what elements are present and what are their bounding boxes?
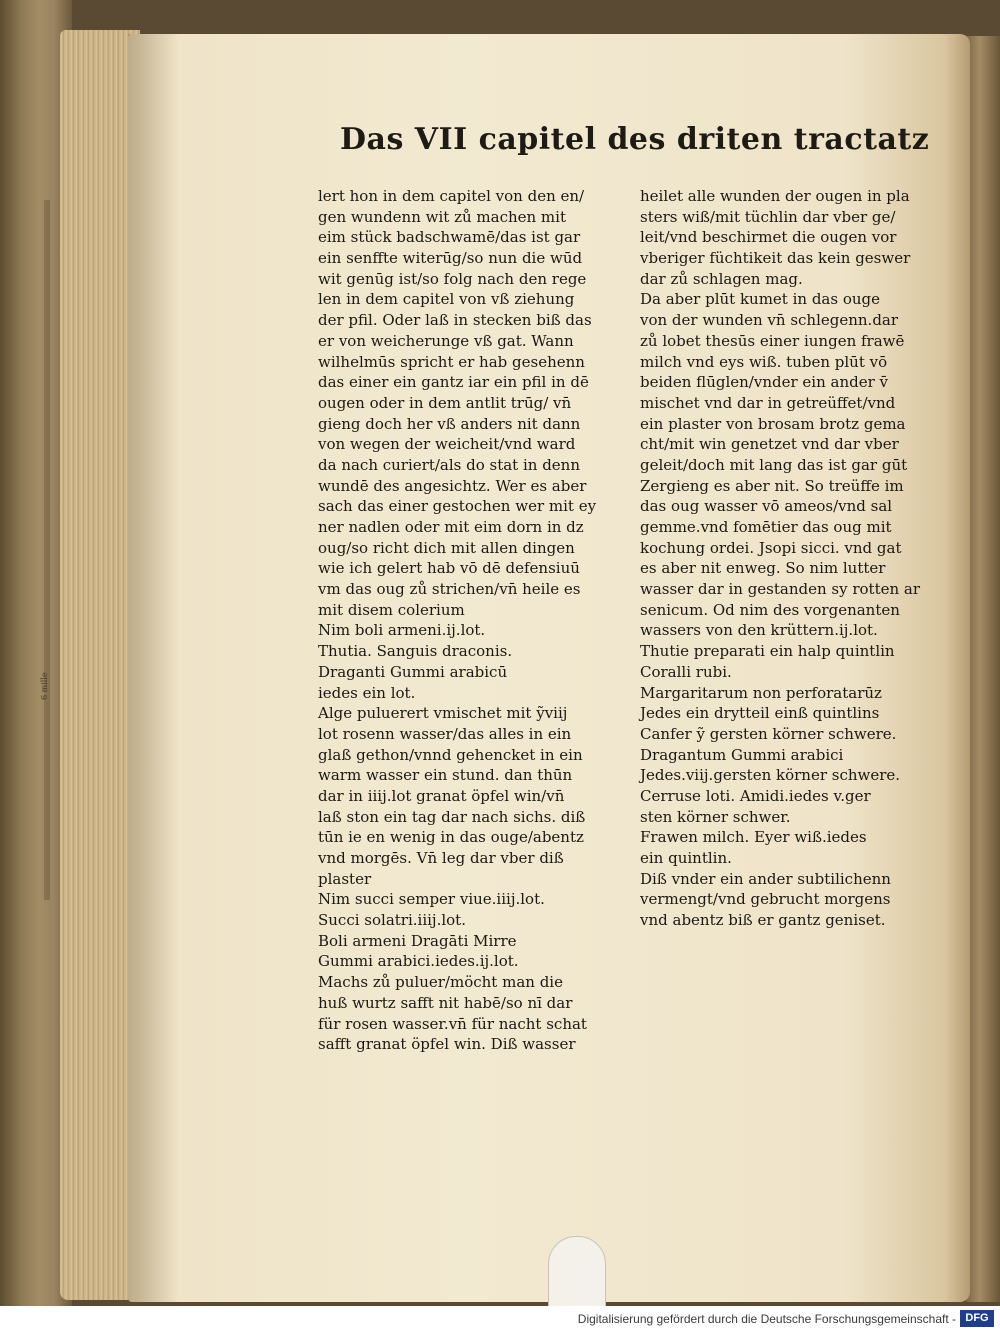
- text-line: Thutia. Sanguis draconis.: [318, 642, 513, 661]
- text-line: Machs zů puluer/möcht man die: [318, 973, 563, 992]
- margin-note: 6 mille: [40, 672, 49, 700]
- text-line: gen wundenn wit zů machen mit: [318, 207, 566, 226]
- dfg-logo: DFG: [960, 1310, 994, 1327]
- text-line: von wegen der weicheit/vnd ward: [318, 435, 576, 454]
- text-line: iedes ein lot.: [318, 683, 416, 702]
- text-line: warm wasser ein stund. dan thūn: [318, 766, 573, 785]
- text-line: vm das oug zů strichen/vn̄ heile es: [318, 580, 581, 599]
- text-column-right: [640, 186, 930, 931]
- text-line: der pfil. Oder laß in stecken biß das: [318, 311, 592, 330]
- text-line: vermengt/vnd gebrucht morgens: [640, 890, 891, 909]
- text-line: kochung ordei. Jsopi sicci. vnd gat: [640, 538, 902, 557]
- text-line: lot rosenn wasser/das alles in ein: [318, 724, 572, 743]
- text-line: tūn ie en wenig in das ouge/abentz: [318, 828, 584, 847]
- text-line: eim stück badschwamē/das ist gar: [318, 228, 581, 247]
- text-line: Diß vnder ein ander subtilichenn: [640, 869, 891, 888]
- text-line: Gummi arabici.iedes.ij.lot.: [318, 952, 519, 971]
- text-line: ner nadlen oder mit eim dorn in dz: [318, 518, 584, 536]
- text-line: laß ston ein tag dar nach sichs. diß: [318, 807, 586, 826]
- text-line: huß wurtz safft nit habē/so nī dar: [318, 993, 573, 1012]
- text-line: wasser dar in gestanden sy rotten ar: [640, 580, 921, 599]
- text-line: Nim succi semper viue.iiij.lot.: [318, 890, 545, 909]
- text-line: senicum. Od nim des vorgenanten: [640, 600, 900, 619]
- text-line: Boli armeni Dragāti Mirre: [318, 931, 517, 950]
- text-line: Alge puluerert vmischet mit ỹviij: [318, 704, 568, 723]
- text-line: vberiger füchtikeit das kein geswer: [640, 249, 911, 268]
- text-line: Cerruse loti. Amidi.iedes v.ger: [640, 786, 871, 805]
- text-line: Zergieng es aber nit. So treüffe im: [640, 476, 904, 495]
- gutter-shadow: [128, 34, 178, 1302]
- text-line: wit genūg ist/so folg nach den rege: [318, 269, 587, 288]
- text-line: gieng doch her vß anders nit dann: [318, 414, 581, 433]
- text-line: heilet alle wunden der ougen in pla: [640, 187, 910, 205]
- text-line: Succi solatri.iiij.lot.: [318, 911, 466, 930]
- text-line: beiden flūglen/vnder ein ander v̄: [640, 373, 888, 392]
- text-line: da nach curiert/als do stat in denn: [318, 455, 581, 474]
- text-line: milch vnd eys wiß. tuben plūt vō: [640, 352, 888, 371]
- text-line: ein quintlin.: [640, 849, 732, 867]
- text-line: len in dem capitel von vß ziehung: [318, 290, 575, 309]
- text-line: es aber nit enweg. So nim lutter: [640, 559, 886, 578]
- text-line: sten körner schwer.: [640, 807, 791, 826]
- text-line: das oug wasser vō ameos/vnd sal: [640, 497, 893, 516]
- text-line: wundē des angesichtz. Wer es aber: [318, 476, 587, 495]
- text-line: dar zů schlagen mag.: [640, 269, 803, 288]
- text-line: Draganti Gummi arabicū: [318, 662, 508, 681]
- text-line: wilhelmūs spricht er hab gesehenn: [318, 352, 585, 371]
- text-line: Canfer ỹ gersten körner schwere.: [640, 724, 897, 743]
- text-line: mit disem colerium: [318, 600, 465, 619]
- text-line: wassers von den krüttern.ij.lot.: [640, 621, 878, 640]
- funding-credit: Digitalisierung gefördert durch die Deutsche Forschungsgemeinschaft -: [577, 1312, 956, 1326]
- text-line: safft granat öpfel win. Diß wasser: [318, 1035, 576, 1054]
- text-line: Coralli rubi.: [640, 662, 732, 681]
- text-line: von der wunden vn̄ schlegenn.dar: [640, 311, 899, 330]
- text-line: sters wiß/mit tüchlin dar vber ge/: [640, 207, 896, 226]
- text-line: vnd abentz biß er gantz geniset.: [640, 911, 886, 930]
- text-line: Jedes ein drytteil einß quintlins: [640, 704, 880, 723]
- text-line: Frawen milch. Eyer wiß.iedes: [640, 828, 867, 847]
- scanner-thumb-guard: [548, 1236, 606, 1306]
- text-line: Thutie preparati ein halp quintlin: [640, 642, 895, 661]
- text-line: mischet vnd dar in getreüffet/vnd: [640, 393, 896, 412]
- text-line: dar in iiij.lot granat öpfel win/vn̄: [318, 786, 565, 805]
- text-line: er von weicherunge vß gat. Wann: [318, 331, 574, 350]
- text-line: Dragantum Gummi arabici: [640, 745, 844, 764]
- text-line: zů lobet thesūs einer iungen frawē: [640, 331, 905, 350]
- text-line: ougen oder in dem antlit trūg/ vn̄: [318, 393, 572, 412]
- text-line: gemme.vnd fomētier das oug mit: [640, 518, 892, 536]
- text-line: das einer ein gantz iar ein pfil in dē: [318, 373, 589, 392]
- text-line: oug/so richt dich mit allen dingen: [318, 538, 575, 557]
- footer-bar: [0, 1306, 1000, 1332]
- text-line: Margaritarum non perforatarūz: [640, 683, 882, 702]
- text-line: leit/vnd beschirmet die ougen vor: [640, 228, 897, 247]
- text-line: Nim boli armeni.ij.lot.: [318, 621, 486, 640]
- running-head: Das VII capitel des driten tractatz: [340, 122, 930, 157]
- text-line: cht/mit win genetzet vnd dar vber: [640, 435, 899, 454]
- text-line: ein plaster von brosam brotz gema: [640, 414, 906, 433]
- text-line: Jedes.viij.gersten körner schwere.: [640, 766, 901, 785]
- text-column-left: [318, 186, 618, 1055]
- text-line: für rosen wasser.vn̄ für nacht schat: [318, 1014, 587, 1033]
- text-line: ein senffte witerūg/so nun die wūd: [318, 249, 583, 268]
- text-line: glaß gethon/vnnd gehencket in ein: [318, 745, 583, 764]
- text-line: plaster: [318, 869, 372, 888]
- text-line: lert hon in dem capitel von den en/: [318, 187, 585, 205]
- text-line: Da aber plūt kumet in das ouge: [640, 290, 881, 309]
- text-line: sach das einer gestochen wer mit ey: [318, 497, 597, 516]
- text-line: wie ich gelert hab vō dē defensiuū: [318, 559, 580, 578]
- book-cover-right: [966, 36, 1000, 1302]
- text-line: geleit/doch mit lang das ist gar gūt: [640, 455, 908, 474]
- text-line: vnd morgēs. Vn̄ leg dar vber diß: [318, 849, 564, 867]
